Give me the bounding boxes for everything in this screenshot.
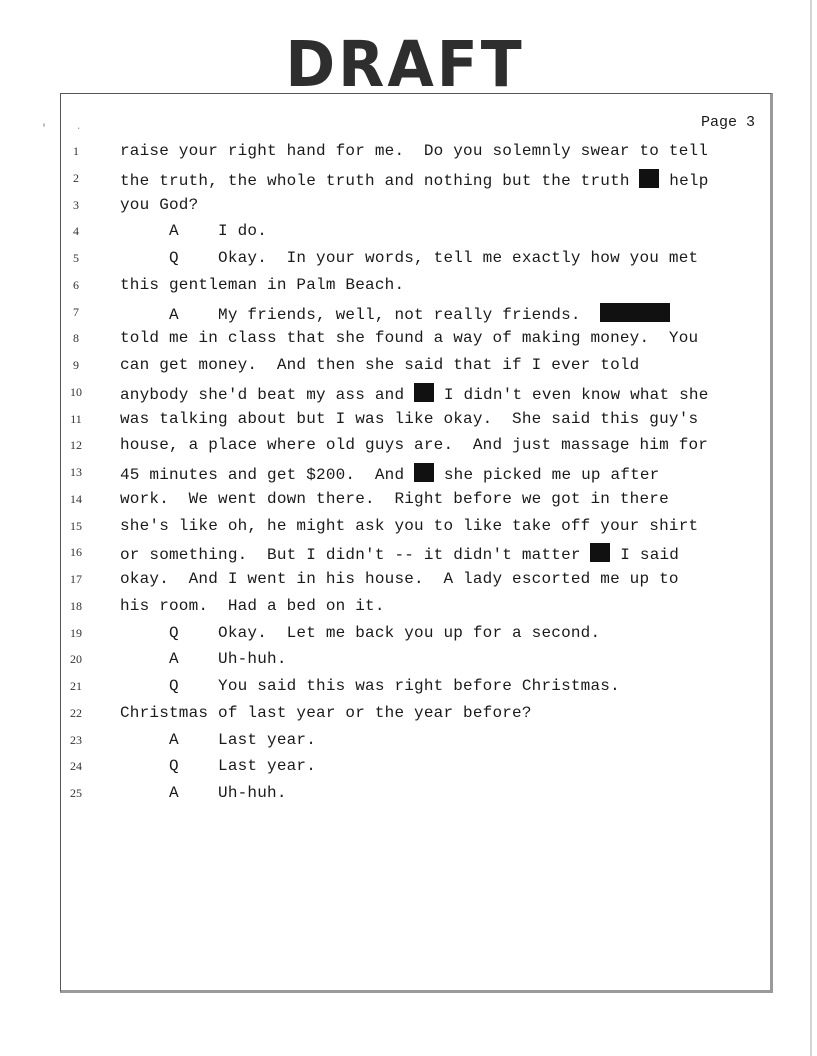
line-segment: I didn't even know what she (434, 385, 709, 404)
line-number: 10 (70, 384, 82, 399)
line-segment: she's like oh, he might ask you to like take off your shirt (120, 516, 699, 535)
redaction-box (414, 383, 434, 402)
line-segment: Q Last year. (120, 757, 317, 776)
line-text (120, 704, 532, 722)
line-number: 18 (70, 598, 82, 613)
line-segment: Christmas of last year or the year before? (120, 703, 532, 722)
line-text (120, 597, 385, 615)
line-segment: work. We went down there. Right before we got in there (120, 489, 669, 508)
line-segment: she picked me up after (434, 466, 660, 484)
transcript-line (0, 784, 817, 810)
margin-tick: ' (41, 124, 48, 135)
line-number: 13 (70, 465, 82, 479)
line-number: 4 (73, 224, 79, 239)
line-segment: A I do. (120, 222, 268, 241)
line-number: 11 (70, 411, 82, 426)
line-number: 12 (70, 438, 82, 453)
line-text (120, 410, 698, 428)
line-segment: anybody she'd beat my ass and (120, 385, 415, 404)
line-number: 20 (70, 652, 82, 667)
line-number: 8 (73, 331, 79, 346)
line-number: 22 (70, 705, 82, 720)
transcript-line (0, 410, 817, 436)
line-segment: can get money. And then she said that if I ever told (120, 356, 640, 374)
draft-stamp: DRAFT (285, 28, 525, 102)
transcript-line (0, 356, 817, 382)
transcript-line (0, 677, 817, 703)
transcript-line (0, 731, 817, 757)
line-segment: this gentleman in Palm Beach. (120, 275, 405, 294)
line-text (120, 329, 698, 347)
transcript-line (0, 142, 817, 168)
transcript-line (0, 276, 817, 302)
transcript-line (0, 249, 817, 275)
transcript-line (0, 704, 817, 730)
line-text (120, 570, 679, 588)
line-number: 9 (73, 358, 79, 372)
transcript-line (0, 329, 817, 355)
line-segment: A Last year. (120, 730, 317, 749)
transcript-line (0, 543, 817, 569)
line-segment: you God? (120, 195, 199, 214)
transcript-line (0, 169, 817, 195)
page-label: Page 3 (700, 114, 755, 131)
line-text (120, 222, 267, 240)
line-number: 17 (70, 572, 82, 586)
line-number: 25 (70, 786, 82, 800)
line-text (120, 731, 316, 749)
transcript-line (0, 383, 817, 409)
transcript-line (0, 624, 817, 650)
line-segment: okay. And I went in his house. A lady escorted me up to (120, 570, 679, 588)
line-text (120, 543, 679, 564)
line-text (120, 784, 287, 802)
line-text (120, 677, 620, 695)
line-number: 21 (70, 679, 82, 693)
line-segment: was talking about but I was like okay. She said this guy's (120, 409, 699, 428)
redaction-box (590, 543, 610, 562)
line-segment: A My friends, well, not really friends. (120, 305, 601, 324)
line-segment: his room. Had a bed on it. (120, 596, 385, 615)
line-text (120, 196, 198, 214)
line-number: 2 (73, 170, 79, 185)
transcript-line (0, 517, 817, 543)
transcript-line (0, 463, 817, 489)
line-segment: Q Okay. Let me back you up for a second. (120, 623, 601, 642)
line-text (120, 463, 659, 484)
transcript-line (0, 490, 817, 516)
line-text (120, 303, 670, 324)
line-number: 19 (70, 625, 82, 640)
line-number: 24 (70, 759, 82, 774)
line-text (120, 436, 708, 454)
line-number: 14 (70, 491, 82, 506)
line-number: 7 (73, 304, 79, 319)
line-segment: house, a place where old guys are. And just massage him for (120, 436, 709, 455)
line-number: 1 (73, 144, 79, 158)
line-segment: told me in class that she found a way of making money. You (120, 329, 699, 348)
transcript-line (0, 757, 817, 783)
line-number: 5 (73, 251, 79, 265)
redaction-box (639, 169, 659, 188)
row-marker: . (76, 122, 82, 132)
line-segment: A Uh-huh. (120, 784, 287, 802)
line-segment: Q You said this was right before Christmas. (120, 677, 620, 695)
transcript-line (0, 570, 817, 596)
line-segment: I said (610, 546, 680, 565)
line-number: 23 (70, 732, 82, 747)
line-number: 6 (73, 277, 79, 292)
transcript-line (0, 436, 817, 462)
line-text (120, 490, 669, 508)
line-text (120, 249, 698, 267)
redaction-box (414, 463, 434, 482)
line-segment: or something. But I didn't -- it didn't matter (120, 546, 591, 565)
line-text (120, 650, 287, 668)
line-number: 3 (73, 197, 79, 212)
transcript-line (0, 597, 817, 623)
line-segment: A Uh-huh. (120, 650, 287, 669)
transcript-line (0, 222, 817, 248)
line-segment: Q Okay. In your words, tell me exactly how you met (120, 249, 699, 267)
transcript-line (0, 650, 817, 676)
line-segment: the truth, the whole truth and nothing but the truth (120, 171, 640, 190)
line-segment: 45 minutes and get $200. And (120, 466, 415, 484)
redaction-box (600, 303, 670, 322)
line-number: 15 (70, 518, 82, 533)
line-text (120, 356, 639, 374)
line-segment: help (659, 171, 709, 190)
line-number: 16 (70, 545, 82, 560)
transcript-line (0, 303, 817, 329)
line-text (120, 169, 709, 190)
line-text (120, 142, 708, 160)
line-text (120, 624, 600, 642)
line-text (120, 276, 404, 294)
transcript-line (0, 196, 817, 222)
line-text (120, 757, 316, 775)
line-segment: raise your right hand for me. Do you solemnly swear to tell (120, 142, 709, 160)
line-text (120, 383, 709, 404)
line-text (120, 517, 698, 535)
